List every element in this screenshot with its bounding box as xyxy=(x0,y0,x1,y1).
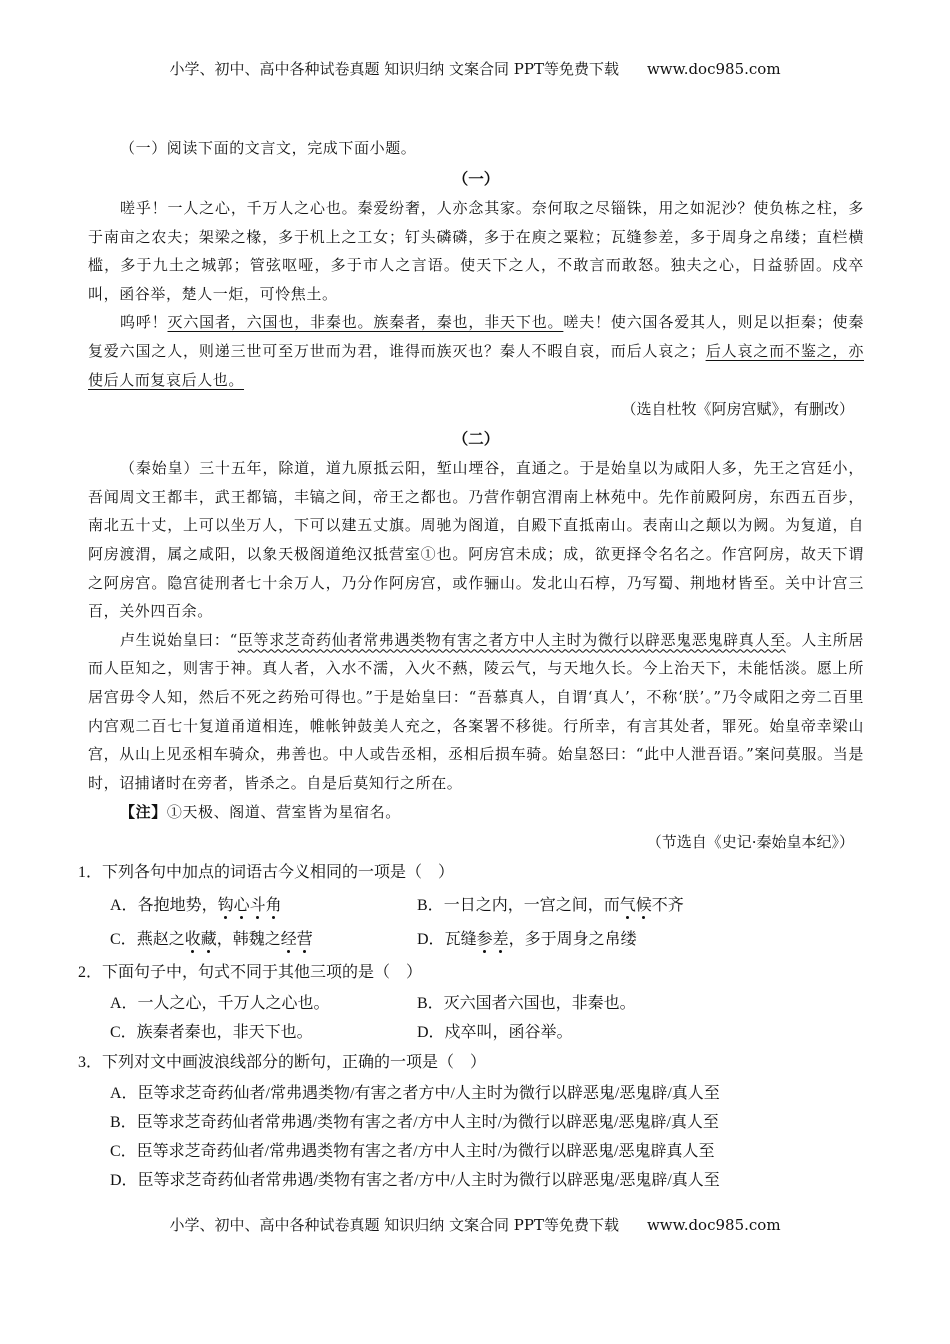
question-1-option-a[interactable] xyxy=(110,889,417,923)
dotted-char: 藏 xyxy=(200,931,217,949)
question-3-option-d[interactable]: D．臣等求芝奇药仙者常弗遇/类物有害之者/方中/人主时为微行以辟恶鬼/恶鬼辟/真人至 xyxy=(110,1172,720,1190)
dotted-word xyxy=(620,897,652,914)
intro-instruction: （一）阅读下面的文言文，完成下面小题。 xyxy=(120,139,417,157)
question-2-options xyxy=(88,989,864,1047)
underlined-sentence-1: 灭六国者，六国也，非秦也。族秦者，秦也，非天下也。 xyxy=(167,313,564,332)
dotted-char: 斗 xyxy=(249,897,266,915)
question-1-options xyxy=(88,889,864,957)
dotted-char: 收 xyxy=(184,931,201,949)
footnote xyxy=(88,797,864,827)
question-1-option-b[interactable] xyxy=(417,889,817,923)
header-site-link[interactable]: www.doc985.com xyxy=(646,60,781,78)
dotted-word xyxy=(477,931,509,948)
dotted-char: 参 xyxy=(476,931,493,949)
dotted-char: 候 xyxy=(635,897,652,915)
question-2-stem: 2．下面句子中，句式不同于其他三项的是（ ） xyxy=(78,964,423,982)
option-label: C． xyxy=(110,931,137,949)
part2-p2-rest: 。人主所居而人臣知之，则害于神。真人者，入水不濡，入火不爇，陵云气，与天地久长。今上治天下，未能恬淡。愿上所居宫毋令人知，然后不死之药殆可得也。”于是始皇曰：“吾慕真人，自谓‘真人’，不称‘朕’。”乃令咸阳之旁二百里内宫观二百七十复道甬道相连，帷帐钟鼓美人充之，各案署不移徙。行所幸，有言其处者，罪死。始皇帝幸梁山宫，从山上见丞相车骑众，弗善也。中人或告丞相，丞相后损车骑。始皇怒曰：“此中人泄吾语。”案问莫服。当是时，诏捕诸时在旁者，皆杀之。自是后莫知行之所在。 xyxy=(88,630,864,792)
question-2-option-c[interactable]: C．族秦者秦也，非天下也。 xyxy=(110,1024,313,1042)
part2-source: （节选自《史记·秦始皇本纪》） xyxy=(646,833,854,852)
part2-p1-text: （秦始皇）三十五年，除道，道九原抵云阳，堑山堙谷，直通之。于是始皇以为咸阳人多，先王之宫廷小，吾闻周文王都丰，武王都镐，丰镐之间，帝王之都也。乃营作朝宫渭南上林苑中。先作前殿阿房，东西五百步，南北五十丈，上可以坐万人，下可以建五丈旗。周驰为阁道，自殿下直抵南山。表南山之颠以为阙。为复道，自阿房渡渭，属之咸阳，以象天极阁道绝汉抵营室 xyxy=(88,459,864,563)
question-1-option-c[interactable] xyxy=(110,923,417,957)
part1-paragraph-2 xyxy=(88,308,864,394)
document-body xyxy=(78,132,864,1195)
question-3-option-a[interactable]: A．臣等求芝奇药仙者/常弗遇类物/有害之者方中/人主时为微行以辟恶鬼/恶鬼辟/真人至 xyxy=(110,1085,720,1103)
part1-title: （一） xyxy=(452,169,500,188)
question-1-option-d[interactable] xyxy=(417,923,817,957)
dotted-char: 营 xyxy=(296,931,313,949)
footnote-label: 【注】 xyxy=(120,803,167,822)
option-label: A． xyxy=(110,897,138,915)
dotted-word xyxy=(218,897,282,914)
question-3-option-c[interactable]: C．臣等求芝奇药仙者/常弗遇类物有害之者/方中人主时/为微行以辟恶鬼/恶鬼辟真人至 xyxy=(110,1143,715,1161)
part2-paragraph-2 xyxy=(88,626,864,798)
part1-source: （选自杜牧《阿房宫赋》，有删改） xyxy=(621,400,854,419)
footnote-text: ①天极、阁道、营室皆为星宿名。 xyxy=(166,803,401,822)
part1-p2-start: 呜呼！ xyxy=(120,313,168,332)
option-label: D． xyxy=(417,931,445,949)
question-2-option-b[interactable]: B．灭六国者六国也，非秦也。 xyxy=(417,995,636,1013)
option-text: ，韩魏之 xyxy=(216,931,281,949)
page-header xyxy=(0,58,950,79)
wavy-underlined-passage: 臣等求芝奇药仙者常弗遇类物有害之者方中人主时为微行以辟恶鬼恶鬼辟真人至 xyxy=(237,630,786,649)
option-text: 不齐 xyxy=(651,897,684,915)
page-footer xyxy=(0,1214,950,1235)
dotted-word xyxy=(185,931,217,948)
header-text: 小学、初中、高中各种试卷真题 知识归纳 文案合同 PPT等免费下载 xyxy=(169,60,619,78)
dotted-char: 角 xyxy=(265,897,282,915)
part1-paragraph-1: 嗟乎！一人之心，千万人之心也。秦爱纷奢，人亦念其家。奈何取之尽锱铢，用之如泥沙？使负栋之柱，多于南亩之农夫；架梁之椽，多于机上之工女；钉头磷磷，多于在庾之粟粒；瓦缝参差，多于周身之帛缕；直栏横槛，多于九土之城郭；管弦呕哑，多于市人之言语。使天下之人，不敢言而敢怒。独夫之心，日益骄固。戍卒叫，函谷举，楚人一炬，可怜焦土。 xyxy=(88,199,864,303)
question-1-stem: 1．下列各句中加点的词语古今义相同的一项是（ ） xyxy=(78,864,455,882)
option-label: B． xyxy=(417,897,444,915)
question-2-option-a[interactable]: A．一人之心，千万人之心也。 xyxy=(110,995,330,1013)
dotted-char: 心 xyxy=(233,897,250,915)
part2-p1-rest: 也。阿房宫未成；成，欲更择令名名之。作宫阿房，故天下谓之阿房宫。隐宫徒刑者七十余万人，乃分作阿房宫，或作骊山。发北山石椁，乃写蜀、荆地材皆至。关中计宫三百，关外四百余。 xyxy=(88,544,864,621)
option-text: ，多于周身之帛缕 xyxy=(508,931,637,949)
footnote-mark: ① xyxy=(420,544,437,563)
dotted-char: 经 xyxy=(280,931,297,949)
option-text: 各抱地势， xyxy=(137,897,218,915)
option-text: 一日之内，一宫之间，而 xyxy=(443,897,620,915)
dotted-word xyxy=(281,931,313,948)
question-3-option-b[interactable]: B．臣等求芝奇药仙者常弗遇/类物有害之者/方中人主时/为微行以辟恶鬼/恶鬼辟/真人至 xyxy=(110,1114,719,1132)
part2-p2-start: 卢生说始皇曰：“ xyxy=(120,630,238,649)
dotted-char: 钩 xyxy=(217,897,234,915)
underlined-sentence-2: 后人哀之而不鉴之，亦使后人而复哀后人也。 xyxy=(88,341,864,389)
part1-p2-middle: 嗟夫！使六国各爱其人，则足以拒秦；使秦复爱六国之人，则递三世可至万世而为君，谁得而族灭也？秦人不暇自哀，而后人哀之； xyxy=(88,313,864,360)
dotted-char: 气 xyxy=(619,897,636,915)
part2-title: （二） xyxy=(452,429,500,449)
part2-paragraph-1 xyxy=(88,454,864,626)
footer-site-link[interactable]: www.doc985.com xyxy=(646,1216,781,1234)
question-3-stem: 3．下列对文中画波浪线部分的断句，正确的一项是（ ） xyxy=(78,1054,487,1072)
option-text: 瓦缝 xyxy=(444,931,477,949)
dotted-char: 差 xyxy=(492,931,509,949)
footer-text: 小学、初中、高中各种试卷真题 知识归纳 文案合同 PPT等免费下载 xyxy=(169,1216,619,1234)
option-text: 燕赵之 xyxy=(136,931,185,949)
question-2-option-d[interactable]: D．戍卒叫，函谷举。 xyxy=(417,1024,573,1042)
